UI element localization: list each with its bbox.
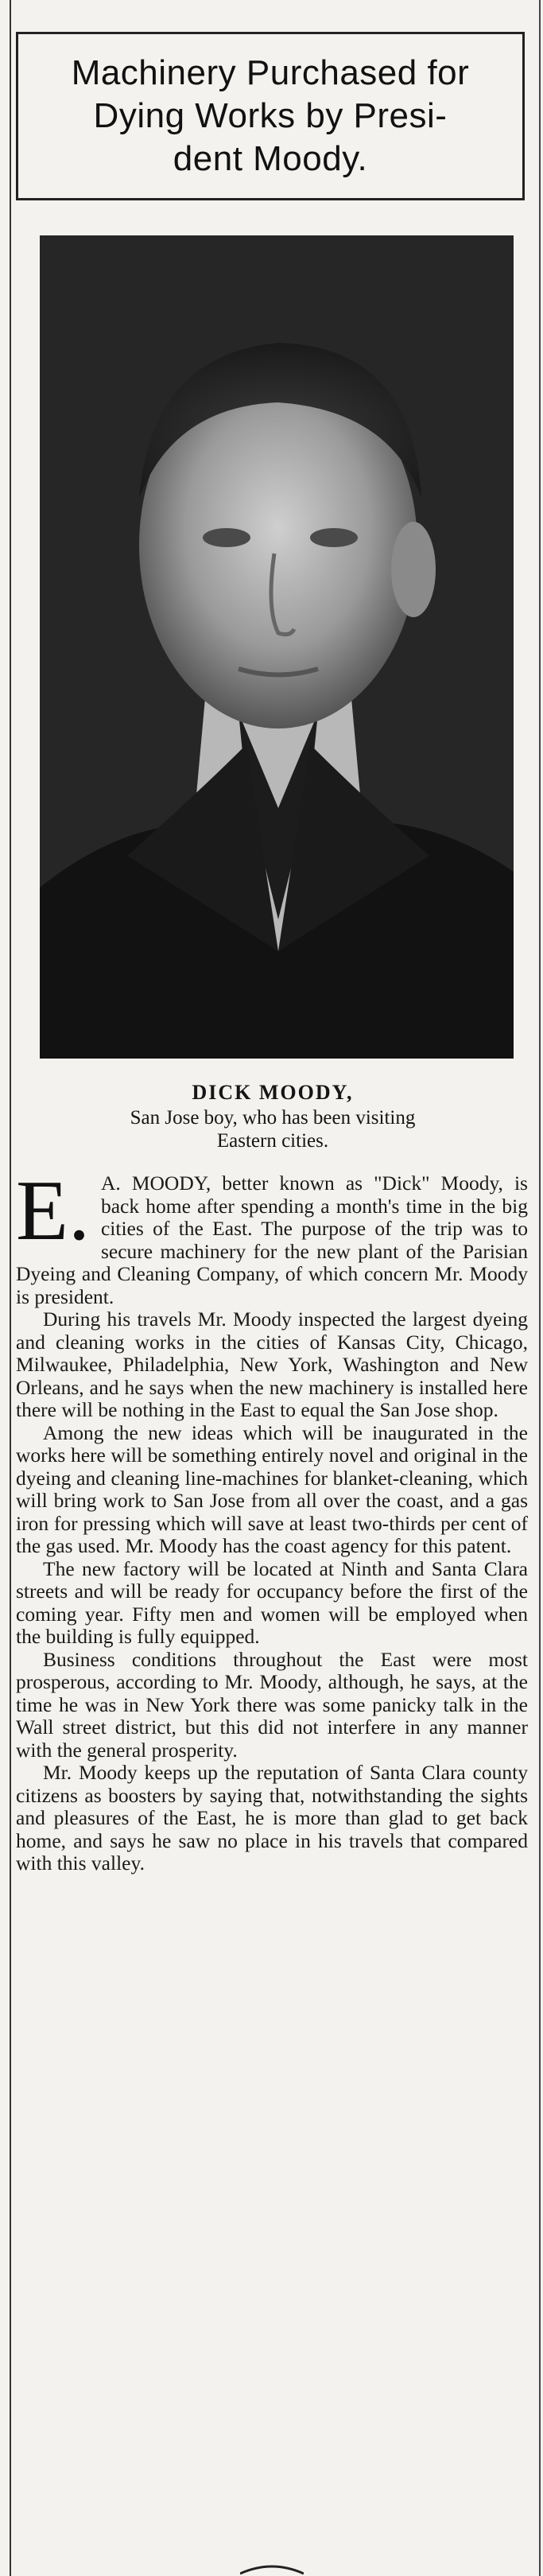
headline-line: dent Moody. [173, 139, 368, 178]
article-paragraph: The new factory will be located at Ninth and Santa Clara streets and will be ready for occupancy before the first of the coming year. Fifty men and women will be employed when the building is fully equipped. [16, 1556, 528, 1648]
column-rule-right [539, 0, 541, 2576]
caption-description-line: Eastern cities. [216, 1130, 329, 1152]
article-body [16, 1164, 528, 1875]
article-paragraph: Among the new ideas which will be inaugurated in the works here will be something entirely novel and original in the dyeing and cleaning line-machines for blanket-cleaning, which will bring work to San Jose from all over the coast, and a gas iron for pressing which will save at least two-thirds per cent of the gas used. Mr. Moody has the coast agency for this patent. [16, 1420, 528, 1557]
article-paragraph: Business conditions throughout the East were most prosperous, according to Mr. Moody, although, he says, at the time he was in New York there was some panicky talk in the Wall street district, but this did not interfere in any manner with the general prosperity. [16, 1647, 528, 1762]
caption-description [10, 1106, 536, 1152]
article-paragraph: Mr. Moody keeps up the reputation of Santa Clara county citizens as boosters by saying that, notwithstanding the sights and pleasures of the East, he is more than glad to get back home, and says he saw no place in his travels that compared with this valley. [16, 1761, 528, 1875]
article-paragraph [16, 1164, 528, 1308]
headline-box [16, 32, 525, 200]
ornament-divider [240, 2562, 304, 2576]
caption-description-line: San Jose boy, who has been visiting [130, 1107, 416, 1129]
caption-name: DICK MOODY, [192, 1081, 354, 1104]
article-paragraph: During his travels Mr. Moody inspected the largest dyeing and cleaning works in the cities of Kansas City, Chicago, Milwaukee, Philadelphia, New York, Washington and New Orleans, and he says when the new machinery is installed here there will be nothing in the East to equal the San Jose shop. [16, 1307, 528, 1421]
newspaper-column [10, 0, 536, 2576]
headline-line: Dying Works by Presi- [93, 96, 448, 135]
paragraph-text: A. MOODY, better known as "Dick" Moody, is back home after spending a month's time in the big cities of the East. The purpose of the trip was to secure machinery for the new plant of the Parisian Dyeing and Cleaning Company, of which concern Mr. Moody is president. [16, 1171, 528, 1308]
headline-line: Machinery Purchased for [71, 53, 470, 92]
portrait-photo [40, 235, 514, 1059]
portrait-illustration [40, 235, 514, 1059]
column-rule-left [10, 0, 11, 2576]
drop-cap: E. [16, 1164, 90, 1258]
